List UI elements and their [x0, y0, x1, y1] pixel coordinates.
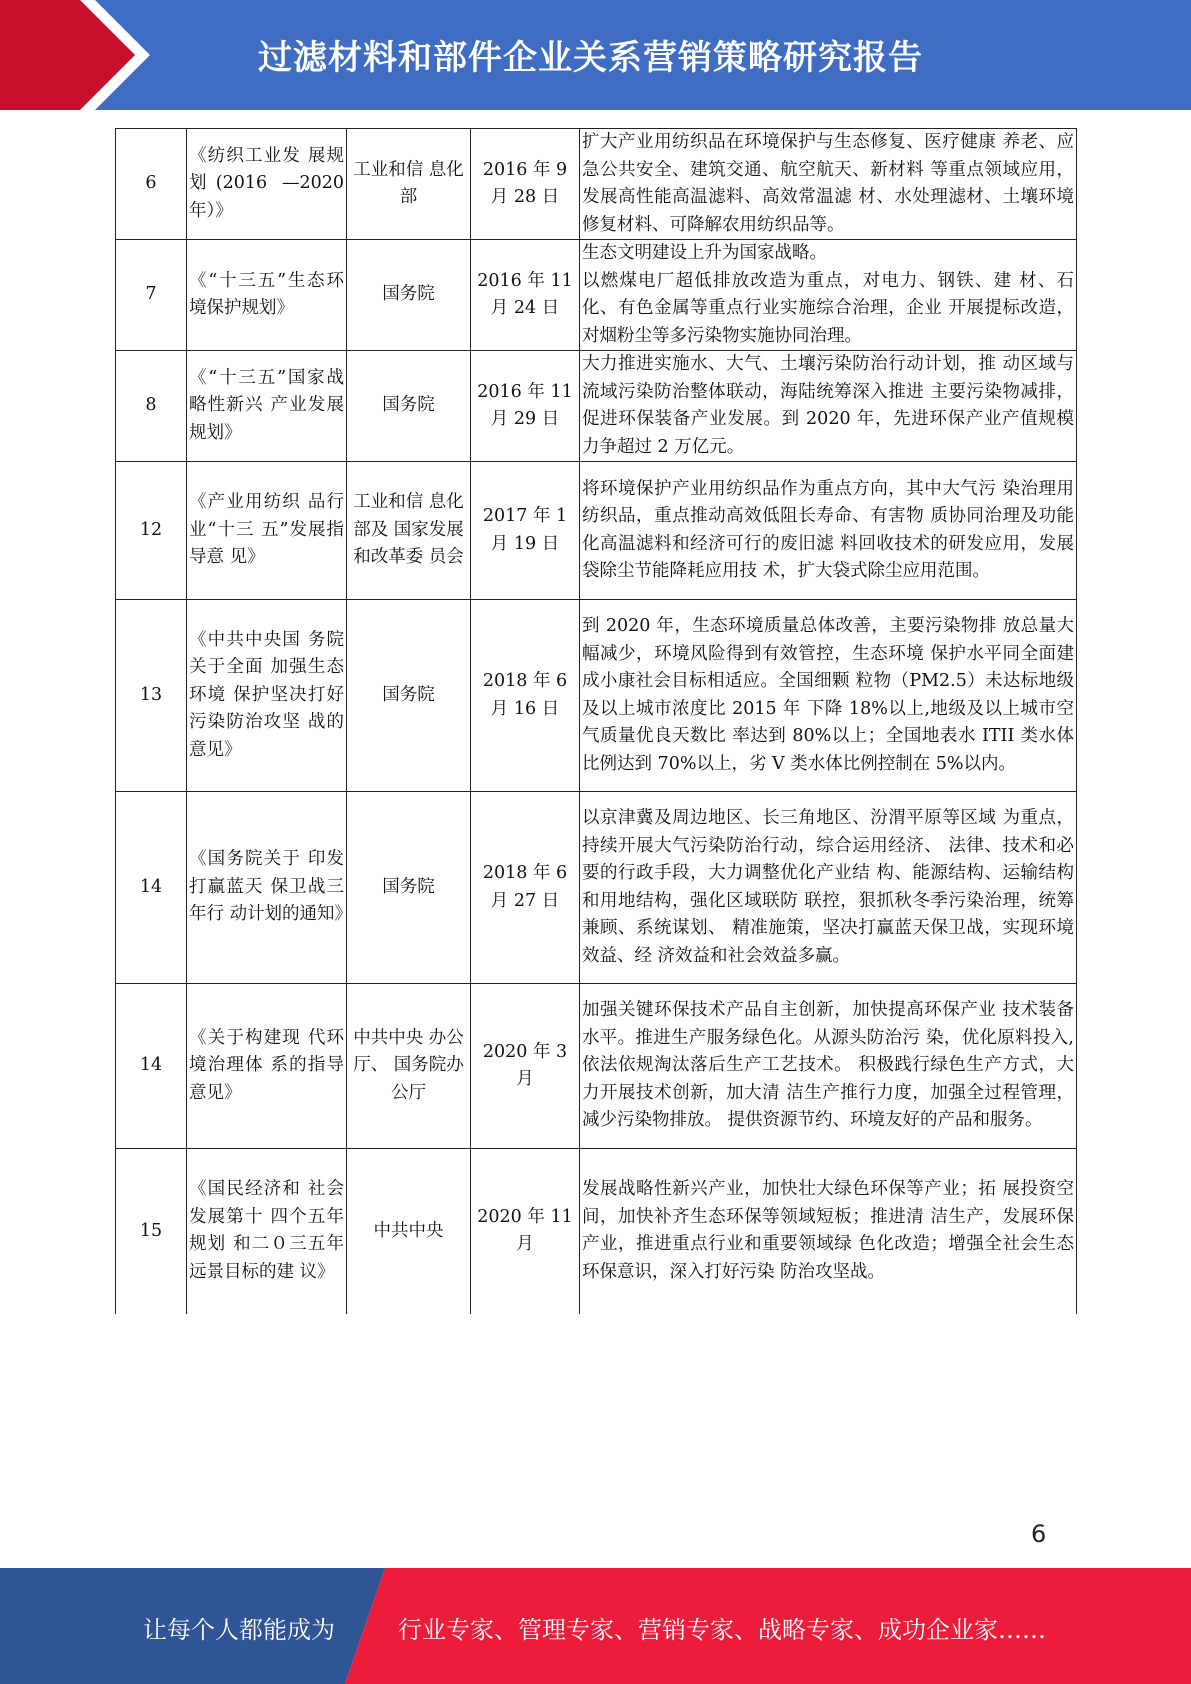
table-row [116, 984, 1077, 1149]
policy-content [580, 240, 1077, 351]
policy-name: 《纺织工业发 展规划(2016 —2020 年）》 [187, 129, 347, 240]
policy-name: 《产业用纺织 品行业“十三 五”发展指导意 见》 [187, 462, 347, 600]
issue-date: 2017 年 1 月 19 日 [471, 462, 580, 600]
policy-content [580, 600, 1077, 792]
row-number: 8 [116, 351, 187, 462]
policy-content [580, 792, 1077, 984]
issue-date: 2018 年 6 月 27 日 [471, 792, 580, 984]
issue-date: 2020 年 3 月 [471, 984, 580, 1149]
content-paragraph: 将环境保护产业用纺织品作为重点方向，其中大气污 染治理用纺织品，重点推动高效低阻长寿命、有害物 质协同治理及功能化高温滤料和经济可行的废旧滤 料回收技术的研发应用，发展袋除尘节能降耗应用技 术，扩大袋式除尘应用范围。 [582, 478, 1074, 581]
page-number: 6 [1031, 1520, 1047, 1548]
policy-name: 《“十三五”生态环境保护规划》 [187, 240, 347, 351]
footer-slogan-left: 让每个人都能成为 [143, 1616, 335, 1644]
row-number: 13 [116, 600, 187, 792]
content-paragraph: 以京津冀及周边地区、长三角地区、汾渭平原等区域 为重点，持续开展大气污染防治行动，综合运用经济、 法律、技术和必要的行政手段，大力调整优化产业结 构、能源结构、运输结构和用地结构，强化区域联防 联控，狠抓秋冬季污染治理，统筹兼顾、系统谋划、 精准施策，坚决打赢蓝天保卫战，实现环境效益、经 济效益和社会效益多赢。 [582, 808, 1074, 966]
policy-name: 《关于构建现 代环境治理体 系的指导意见》 [187, 984, 347, 1149]
content-paragraph: 加强关键环保技术产品自主创新，加快提高环保产业 技术装备水平。推进生产服务绿色化。从源头防治污 染，优化原料投入,依法依规淘汰落后生产工艺技术。 积极践行绿色生产方式，大力开展技术创新，加大清 洁生产推行力度，加强全过程管理，减少污染物排放。 提供资源节约、环境友好的产品和服务。 [582, 1000, 1074, 1131]
page-footer [0, 1568, 1191, 1684]
footer-slogan-right: 行业专家、管理专家、营销专家、战略专家、成功企业家…… [398, 1616, 1046, 1644]
issue-date: 2016 年 11 月 29 日 [471, 351, 580, 462]
table-row [116, 240, 1077, 351]
issuing-department: 国务院 [347, 240, 471, 351]
policy-content [580, 462, 1077, 600]
row-number: 15 [116, 1149, 187, 1314]
issuing-department: 国务院 [347, 600, 471, 792]
content-paragraph: 生态文明建设上升为国家战略。 [582, 243, 827, 263]
content-paragraph: 扩大产业用纺织品在环境保护与生态修复、医疗健康 养老、应急公共安全、建筑交通、航空航天、新材料 等重点领域应用，发展高性能高温滤料、高效常温滤 材、水处理滤材、土壤环境修复材料、可降解农用纺织品等。 [582, 132, 1074, 235]
content-paragraph: 大力推进实施水、大气、土壤污染防治行动计划，推 动区域与流域污染防治整体联动，海陆统筹深入推进 主要污染物减排，促进环保装备产业发展。到 2020 年，先进环保产业产值规模力争超过 2 万亿元。 [582, 354, 1074, 457]
table-row [116, 792, 1077, 984]
policy-content [580, 351, 1077, 462]
table-row [116, 129, 1077, 240]
table-row [116, 1149, 1077, 1314]
issuing-department: 工业和信 息化部 [347, 129, 471, 240]
issue-date: 2016 年 11 月 24 日 [471, 240, 580, 351]
row-number: 6 [116, 129, 187, 240]
issuing-department: 中共中央 [347, 1149, 471, 1314]
issue-date: 2020 年 11月 [471, 1149, 580, 1314]
page-header [0, 0, 1191, 110]
policy-name: 《“十三五”国家战略性新兴 产业发展规划》 [187, 351, 347, 462]
issuing-department: 国务院 [347, 792, 471, 984]
policy-content [580, 984, 1077, 1149]
policy-name: 《国民经济和 社会发展第十 四个五年规划 和二０三五年 远景目标的建 议》 [187, 1149, 347, 1314]
policy-table [115, 128, 1077, 1314]
header-chevron-decoration [0, 0, 152, 110]
policy-content [580, 1149, 1077, 1314]
issue-date: 2016 年 9 月 28 日 [471, 129, 580, 240]
row-number: 7 [116, 240, 187, 351]
content-paragraph: 发展战略性新兴产业，加快壮大绿色环保等产业；拓 展投资空间，加快补齐生态环保等领域短板；推进清 洁生产，发展环保产业，推进重点行业和重要领域绿 色化改造；增强全社会生态环保意识，深入打好污染 防治攻坚战。 [582, 1179, 1074, 1282]
report-title: 过滤材料和部件企业关系营销策略研究报告 [258, 38, 923, 78]
issuing-department: 中共中央 办公厅、 国务院办 公厅 [347, 984, 471, 1149]
policy-name: 《中共中央国 务院关于全面 加强生态环境 保护坚决打好 污染防治攻坚 战的意见》 [187, 600, 347, 792]
policy-name: 《国务院关于 印发打赢蓝天 保卫战三年行 动计划的通知》 [187, 792, 347, 984]
issuing-department: 国务院 [347, 351, 471, 462]
policy-content [580, 129, 1077, 240]
content-paragraph: 到 2020 年，生态环境质量总体改善，主要污染物排 放总量大幅减少，环境风险得到有效管控，生态环境 保护水平同全面建成小康社会目标相适应。全国细颗 粒物（PM2.5）未达标地级及以上城市浓度比 2015 年 下降 18%以上,地级及以上城市空气质量优良天数比 率达到 80%以上；全国地表水 ITII 类水体比例达到 70%以上，劣 V 类水体比例控制在 5%以内。 [582, 616, 1074, 774]
content-paragraph: 以燃煤电厂超低排放改造为重点，对电力、钢铁、建 材、石化、有色金属等重点行业实施综合治理，企业 开展提标改造，对烟粉尘等多污染物实施协同治理。 [582, 270, 1074, 346]
row-number: 14 [116, 984, 187, 1149]
issue-date: 2018 年 6 月 16 日 [471, 600, 580, 792]
table-row [116, 351, 1077, 462]
table-row [116, 462, 1077, 600]
row-number: 14 [116, 792, 187, 984]
table-row [116, 600, 1077, 792]
issuing-department: 工业和信 息化部及 国家发展 和改革委 员会 [347, 462, 471, 600]
row-number: 12 [116, 462, 187, 600]
